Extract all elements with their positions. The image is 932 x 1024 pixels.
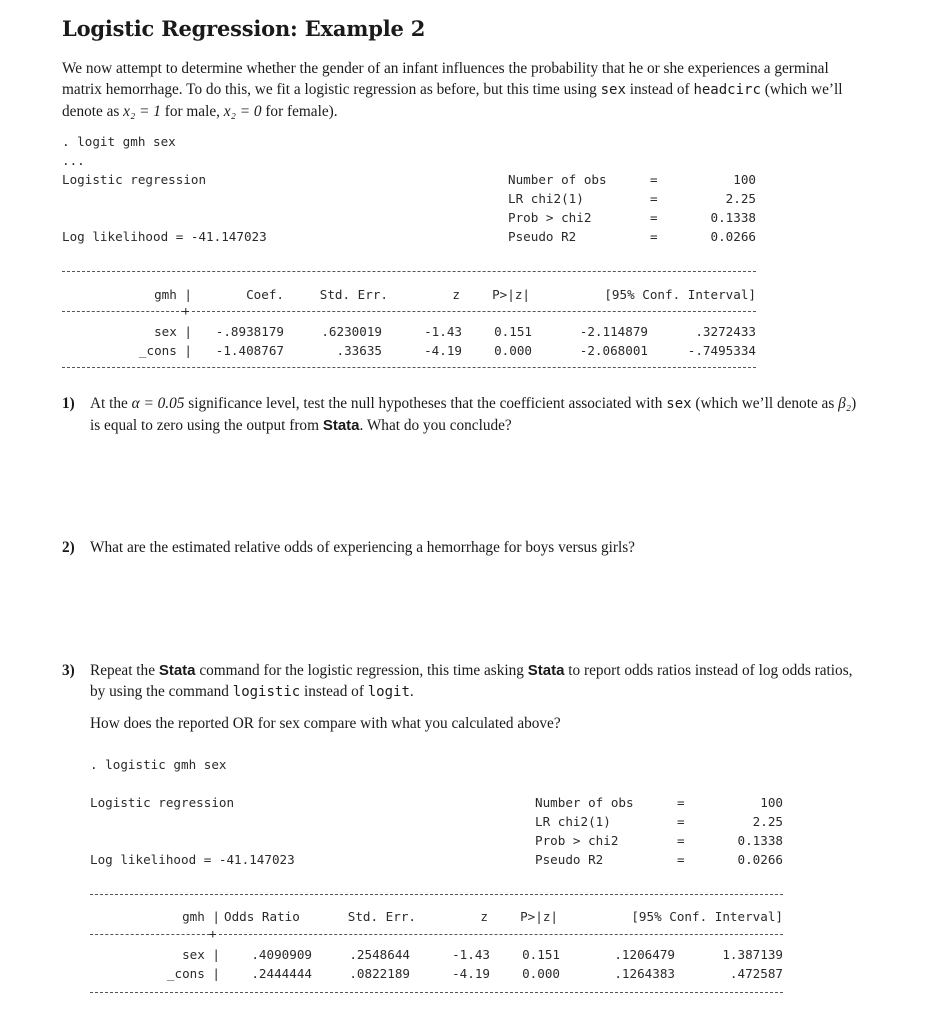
header-stderr: Std. Err.: [347, 909, 416, 924]
command-line: . logit gmh sex: [62, 134, 176, 149]
stat-label: Number of obs: [508, 172, 607, 187]
question-number: 1): [62, 395, 75, 412]
row-var: _cons |: [138, 343, 192, 358]
stat-eq: =: [677, 795, 685, 810]
row-odds-ratio: .4090909: [251, 947, 312, 962]
ellipsis: ...: [62, 153, 85, 168]
code-sex: sex: [600, 82, 626, 98]
stat-eq: =: [650, 210, 658, 225]
header-var: gmh |: [154, 287, 192, 302]
header-ci: [95% Conf. Interval]: [604, 287, 756, 302]
stat-label: LR chi2(1): [535, 814, 611, 829]
row-ci-high: -.7495334: [687, 343, 756, 358]
stata-name: Stata: [322, 417, 360, 434]
header-z: z: [480, 909, 488, 924]
table-divider: [90, 992, 783, 993]
question-number: 3): [62, 662, 75, 679]
stata-name: Stata: [158, 662, 196, 679]
header-p: P>|z|: [520, 909, 558, 924]
stat-eq: =: [650, 191, 658, 206]
table-divider: [62, 271, 756, 272]
table-divider: [62, 367, 756, 368]
log-likelihood: Log likelihood = -41.147023: [62, 229, 267, 244]
stat-label: Pseudo R2: [508, 229, 577, 244]
table-divider: [219, 934, 783, 935]
row-z: -4.19: [452, 966, 490, 981]
model-name: Logistic regression: [62, 172, 207, 187]
row-stderr: .0822189: [349, 966, 410, 981]
table-divider-cross: +: [182, 303, 190, 318]
question-number: 2): [62, 539, 75, 556]
stat-value: 0.1338: [710, 210, 756, 225]
row-var: _cons |: [166, 966, 220, 981]
code-logit: logit: [367, 684, 410, 700]
header-stderr: Std. Err.: [319, 287, 388, 302]
row-ci-high: .472587: [729, 966, 783, 981]
code-headcirc: headcirc: [693, 82, 761, 98]
stat-value: 0.0266: [710, 229, 756, 244]
header-z: z: [452, 287, 460, 302]
header-ci: [95% Conf. Interval]: [631, 909, 783, 924]
row-p: 0.151: [522, 947, 560, 962]
math-x2-female: x₂ = 0: [223, 103, 262, 120]
header-p: P>|z|: [492, 287, 530, 302]
code-logistic: logistic: [232, 684, 301, 700]
question-3-followup: How does the reported OR for sex compare with what you calculated above?: [90, 715, 561, 732]
table-divider: [90, 894, 783, 895]
stata-name: Stata: [527, 662, 565, 679]
row-ci-high: .3272433: [695, 324, 756, 339]
command-line: . logistic gmh sex: [90, 757, 227, 772]
header-coef: Coef.: [246, 287, 284, 302]
stat-label: Prob > chi2: [508, 210, 592, 225]
row-odds-ratio: .2444444: [251, 966, 312, 981]
stat-eq: =: [677, 852, 685, 867]
stat-label: Number of obs: [535, 795, 634, 810]
question-1: 1) At the α = 0.05 significance level, test the null hypotheses that the coefficient associated with sex (which we’ll denote as β₂) is equal to zero using the output from Stata. What do you conclude?: [62, 395, 857, 434]
page-title: Logistic Regression: Example 2: [62, 16, 426, 41]
row-p: 0.000: [494, 343, 532, 358]
row-ci-low: -2.068001: [579, 343, 648, 358]
table-divider: [62, 311, 184, 312]
row-stderr: .6230019: [321, 324, 382, 339]
stat-value: 100: [733, 172, 756, 187]
row-var: sex |: [182, 947, 220, 962]
stat-value: 2.25: [725, 191, 756, 206]
stat-value: 0.0266: [737, 852, 783, 867]
model-name: Logistic regression: [90, 795, 235, 810]
row-coef: -.8938179: [215, 324, 284, 339]
table-divider-cross: +: [209, 926, 217, 941]
row-z: -4.19: [424, 343, 462, 358]
table-divider: [90, 934, 210, 935]
row-p: 0.151: [494, 324, 532, 339]
intro-paragraph: We now attempt to determine whether the gender of an infant influences the probability that he or she experiences a germinal matrix hemorrhage. To do this, we fit a logistic regression as before, but this time using sex instead of headcirc (which we’ll denote as x₂ = 1 for male, x₂ = 0 for female).: [62, 60, 843, 120]
stat-value: 100: [760, 795, 783, 810]
stat-value: 2.25: [752, 814, 783, 829]
question-2: 2) What are the estimated relative odds of experiencing a hemorrhage for boys versus girls?: [62, 539, 635, 556]
math-beta2: β₂: [838, 395, 852, 412]
row-stderr: .33635: [336, 343, 382, 358]
code-sex: sex: [666, 396, 692, 412]
stat-eq: =: [677, 814, 685, 829]
header-var: gmh |: [182, 909, 220, 924]
row-var: sex |: [154, 324, 192, 339]
row-p: 0.000: [522, 966, 560, 981]
stat-label: LR chi2(1): [508, 191, 584, 206]
stat-label: Prob > chi2: [535, 833, 619, 848]
stat-eq: =: [650, 229, 658, 244]
row-ci-low: .1206479: [614, 947, 675, 962]
row-ci-high: 1.387139: [722, 947, 783, 962]
question-3: 3) Repeat the Stata command for the logistic regression, this time asking Stata to report odds ratios instead of log odds ratios, by using the command logistic instead of logit.: [62, 662, 853, 700]
stat-value: 0.1338: [737, 833, 783, 848]
math-alpha: α = 0.05: [131, 395, 185, 412]
table-divider: [192, 311, 756, 312]
log-likelihood: Log likelihood = -41.147023: [90, 852, 295, 867]
stat-label: Pseudo R2: [535, 852, 604, 867]
row-z: -1.43: [424, 324, 462, 339]
stat-eq: =: [650, 172, 658, 187]
row-ci-low: .1264383: [614, 966, 675, 981]
row-stderr: .2548644: [349, 947, 410, 962]
row-coef: -1.408767: [215, 343, 284, 358]
header-odds-ratio: Odds Ratio: [224, 909, 300, 924]
row-z: -1.43: [452, 947, 490, 962]
math-x2-male: x₂ = 1: [123, 103, 161, 120]
stat-eq: =: [677, 833, 685, 848]
row-ci-low: -2.114879: [579, 324, 648, 339]
